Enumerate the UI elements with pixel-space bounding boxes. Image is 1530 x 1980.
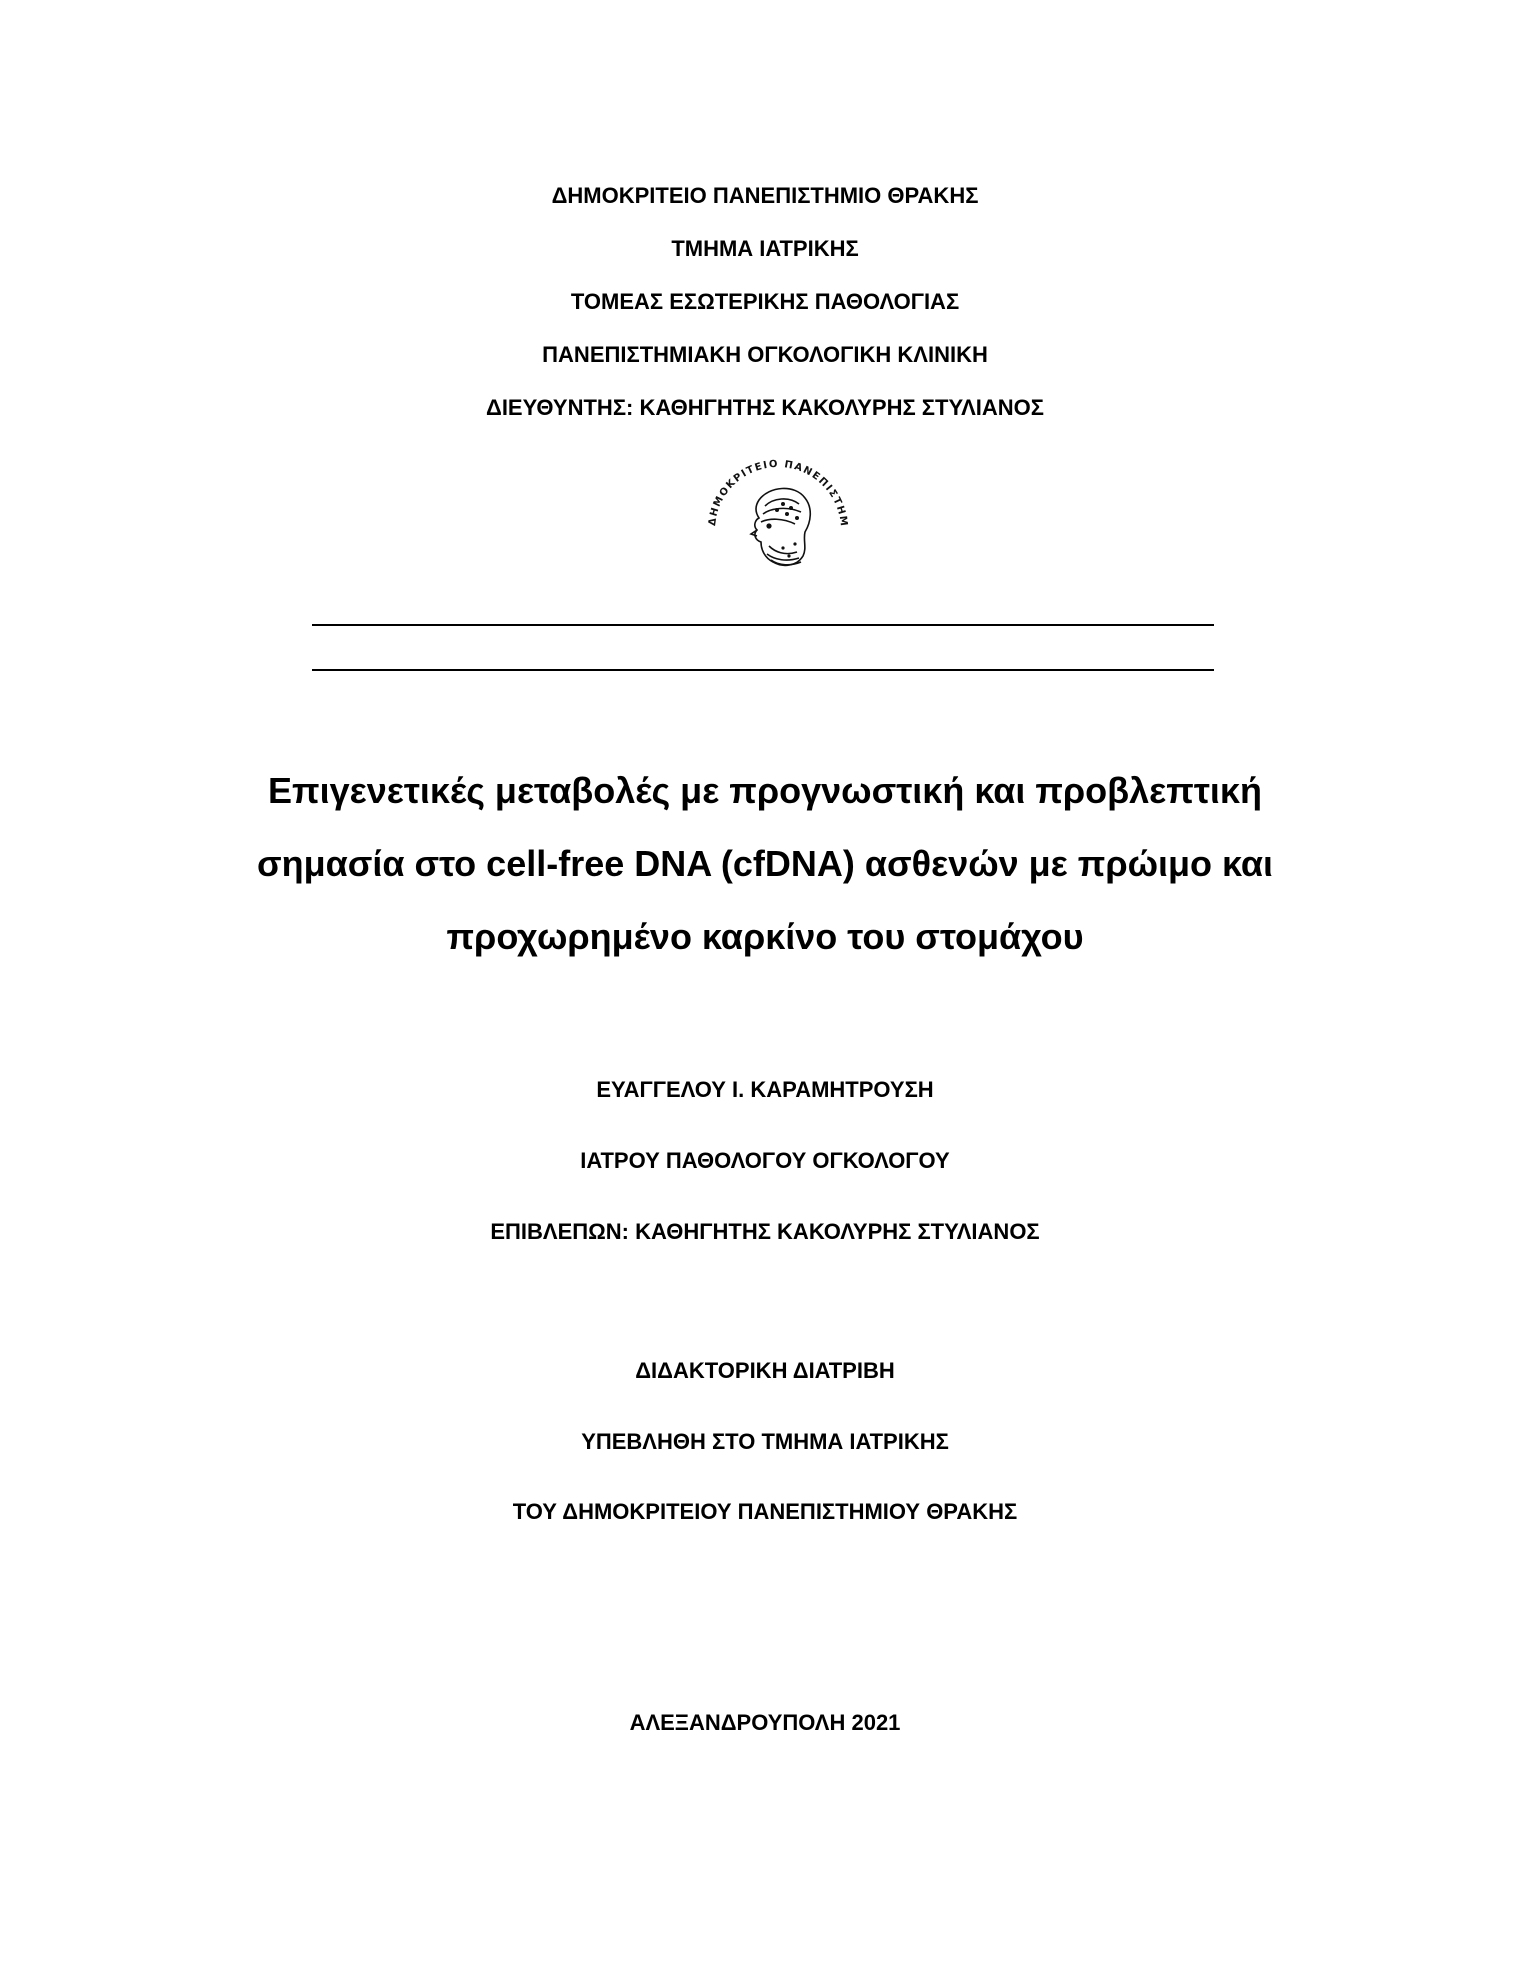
department-name: ΤΜΗΜΑ ΙΑΤΡΙΚΗΣ: [671, 236, 859, 261]
clinic-name: ΠΑΝΕΠΙΣΤΗΜΙΑΚΗ ΟΓΚΟΛΟΓΙΚΗ ΚΛΙΝΙΚΗ: [542, 342, 988, 367]
director-line: ΔΙΕΥΘΥΝΤΗΣ: ΚΑΘΗΓΗΤΗΣ ΚΑΚΟΛΥΡΗΣ ΣΤΥΛΙΑΝΟΣ: [486, 395, 1044, 420]
thesis-title-line-2: σημασία στο cell-free DNA (cfDNA) ασθενών με πρώιμο και: [256, 843, 1274, 884]
bottom-divider: [312, 669, 1214, 671]
sector-name: ΤΟΜΕΑΣ ΕΣΩΤΕΡΙΚΗΣ ΠΑΘΟΛΟΓΙΑΣ: [570, 289, 960, 314]
author-role: ΙΑΤΡΟΥ ΠΑΘΟΛΟΓΟΥ ΟΓΚΟΛΟΓΟΥ: [580, 1148, 950, 1173]
supervisor-line: ΕΠΙΒΛΕΠΩΝ: ΚΑΘΗΓΗΤΗΣ ΚΑΚΟΛΥΡΗΣ ΣΤΥΛΙΑΝΟΣ: [490, 1219, 1040, 1244]
top-divider: [312, 624, 1214, 626]
seal-ring-text: ΔΗΜΟΚΡΙΤΕΙΟ ΠΑΝΕΠΙΣΤΗΜ: [707, 458, 850, 529]
thesis-title-line-1: Επιγενετικές μεταβολές με προγνωστική και προβλεπτική: [268, 770, 1262, 811]
submission-statement: ΥΠΕΒΛΗΘΗ ΣΤΟ ΤΜΗΜΑ ΙΑΤΡΙΚΗΣ: [581, 1429, 949, 1454]
thesis-title-line-3: προχωρημένο καρκίνο του στομάχου: [446, 916, 1084, 957]
university-name: ΔΗΜΟΚΡΙΤΕΙΟ ΠΑΝΕΠΙΣΤΗΜΙΟ ΘΡΑΚΗΣ: [551, 183, 979, 208]
thesis-type: ΔΙΔΑΚΤΟΡΙΚΗ ΔΙΑΤΡΙΒΗ: [635, 1358, 895, 1383]
author-name: ΕΥΑΓΓΕΛΟΥ Ι. ΚΑΡΑΜΗΤΡΟΥΣΗ: [596, 1077, 934, 1102]
place-and-year: ΑΛΕΞΑΝΔΡΟΥΠΟΛΗ 2021: [629, 1710, 901, 1735]
university-seal-icon: [699, 448, 857, 596]
institution-statement: ΤΟΥ ΔΗΜΟΚΡΙΤΕΙΟΥ ΠΑΝΕΠΙΣΤΗΜΙΟΥ ΘΡΑΚΗΣ: [512, 1499, 1018, 1524]
svg-text:ΔΗΜΟΚΡΙΤΕΙΟ ΠΑΝΕΠΙΣΤΗΜΙΟ ΘΡΑΚΗ: [699, 448, 849, 528]
